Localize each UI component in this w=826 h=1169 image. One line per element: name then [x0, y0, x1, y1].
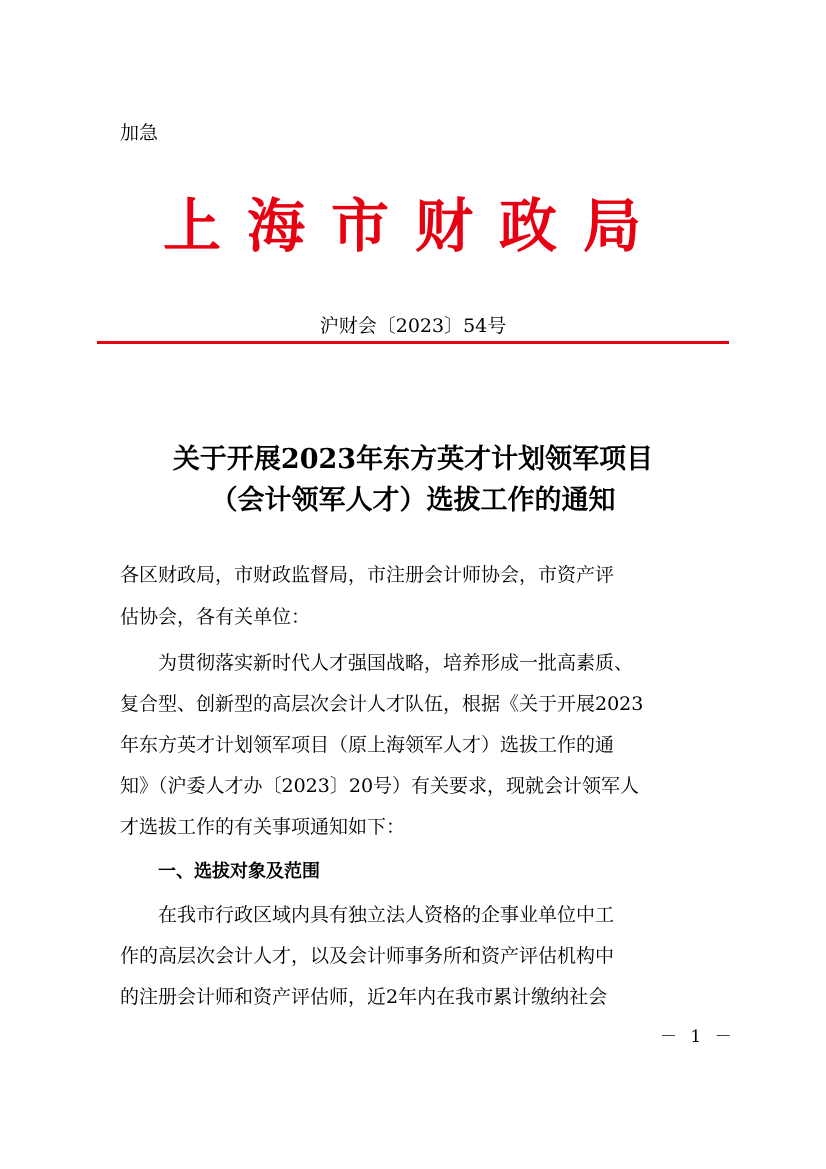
paragraph-line: 作的高层次会计人才，以及会计师事务所和资产评估机构中	[120, 945, 615, 967]
addressee-line: 各区财政局，市财政监督局，市注册会计师协会，市资产评	[120, 564, 615, 586]
document-title-line-2: （会计领军人才）选拔工作的通知	[210, 485, 616, 516]
paragraph-line: 为贯彻落实新时代人才强国战略，培养形成一批高素质、	[158, 652, 634, 674]
document-title-line-1: 关于开展2023年东方英才计划领军项目	[172, 444, 654, 475]
paragraph-line: 年东方英才计划领军项目（原上海领军人才）选拔工作的通	[120, 734, 615, 756]
paragraph-line: 才选拔工作的有关事项通知如下：	[120, 816, 406, 838]
addressee-line: 估协会，各有关单位：	[120, 606, 311, 628]
red-divider-line	[97, 341, 729, 344]
paragraph-line: 在我市行政区域内具有独立法人资格的企事业单位中工	[158, 904, 615, 926]
document-number: 沪财会〔2023〕54号	[319, 315, 507, 337]
paragraph-line: 复合型、创新型的高层次会计人才队伍，根据《关于开展2023	[120, 693, 644, 715]
page-number: － 1 －	[660, 1027, 736, 1047]
paragraph-line: 的注册会计师和资产评估师，近2年内在我市累计缴纳社会	[120, 986, 608, 1008]
agency-name: 上海市财政局	[162, 192, 667, 260]
urgency-label: 加急	[120, 122, 159, 144]
section-heading: 一、选拔对象及范围	[158, 861, 320, 882]
paragraph-line: 知》（沪委人才办〔2023〕20号）有关要求，现就会计领军人	[120, 775, 640, 797]
